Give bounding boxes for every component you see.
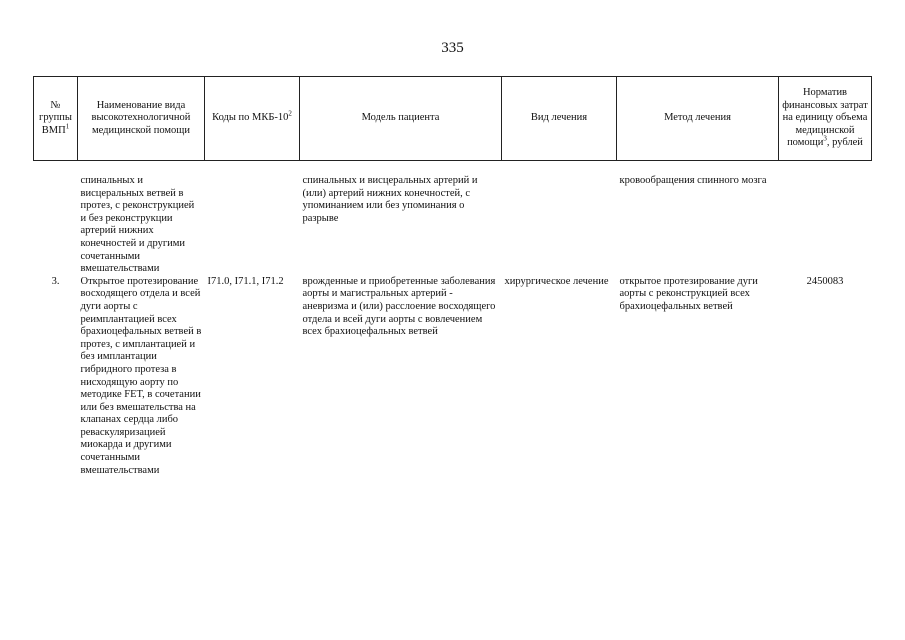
table-row bbox=[34, 175, 872, 276]
row-treatment-method: открытое протезирование дуги аорты с реконструкцией всех брахиоцефальных ветвей bbox=[619, 275, 758, 312]
row-patient-model: спинальных и висцеральных артерий и (или) артерий нижних конечностей, с упоминанием или без упоминания о разрыве bbox=[302, 175, 478, 224]
row-patient-model: врожденные и приобретенные заболевания аорты и магистральных артерий - аневризма и (или) расслоение восходящего отдела и всей дуги аорты с вовлечением всех брахиоцефальных ветвей bbox=[302, 275, 496, 338]
row-cost-norm: 2450083 bbox=[806, 275, 844, 287]
row-treatment-type bbox=[502, 175, 617, 276]
row-care-type-name: спинальных и висцеральных ветвей в протез, с реконструкцией и без реконструкции артерий нижних конечностей и другими сочетанными вмешательствами bbox=[80, 175, 195, 275]
row-icd-codes: I71.0, I71.1, I71.2 bbox=[207, 275, 284, 287]
row-number: 3. bbox=[51, 275, 60, 287]
row-treatment-method: кровообращения спинного мозга bbox=[619, 175, 767, 186]
table-header-row bbox=[34, 77, 872, 161]
row-care-type-name: Открытое протезирование восходящего отдела и всей дуги аорты с реимплантацией всех брахиоцефальных ветвей в протез, с имплантацией и без имплантации гибридного протеза в нисходящую аорту по методике FET, в сочетании или без вмешательства на клапанах сердца либо реваскуляризацией миокарда и другими сочетанными вмешательствами bbox=[80, 275, 202, 476]
page-number: 335 bbox=[441, 40, 464, 56]
header-group-number: № группы ВМП$^1$ bbox=[34, 77, 78, 161]
row-number bbox=[34, 175, 78, 276]
header-patient-model: Модель пациента bbox=[300, 77, 502, 161]
header-care-type-name: Наименование вида высокотехнологичной медицинской помощи bbox=[78, 77, 205, 161]
row-cost-norm bbox=[779, 175, 872, 276]
header-cost-norm: Норматив финансовых затрат на единицу объема медицинской помощи$^3$, рублей bbox=[779, 77, 872, 161]
header-treatment-method: Метод лечения bbox=[617, 77, 779, 161]
vmp-table bbox=[33, 76, 872, 477]
row-icd-codes bbox=[205, 175, 300, 276]
header-treatment-type: Вид лечения bbox=[502, 77, 617, 161]
table-row bbox=[34, 276, 872, 478]
row-treatment-type: хирургическое лечение bbox=[504, 275, 609, 287]
header-icd-codes: Коды по МКБ-$10^2$ bbox=[205, 77, 300, 161]
